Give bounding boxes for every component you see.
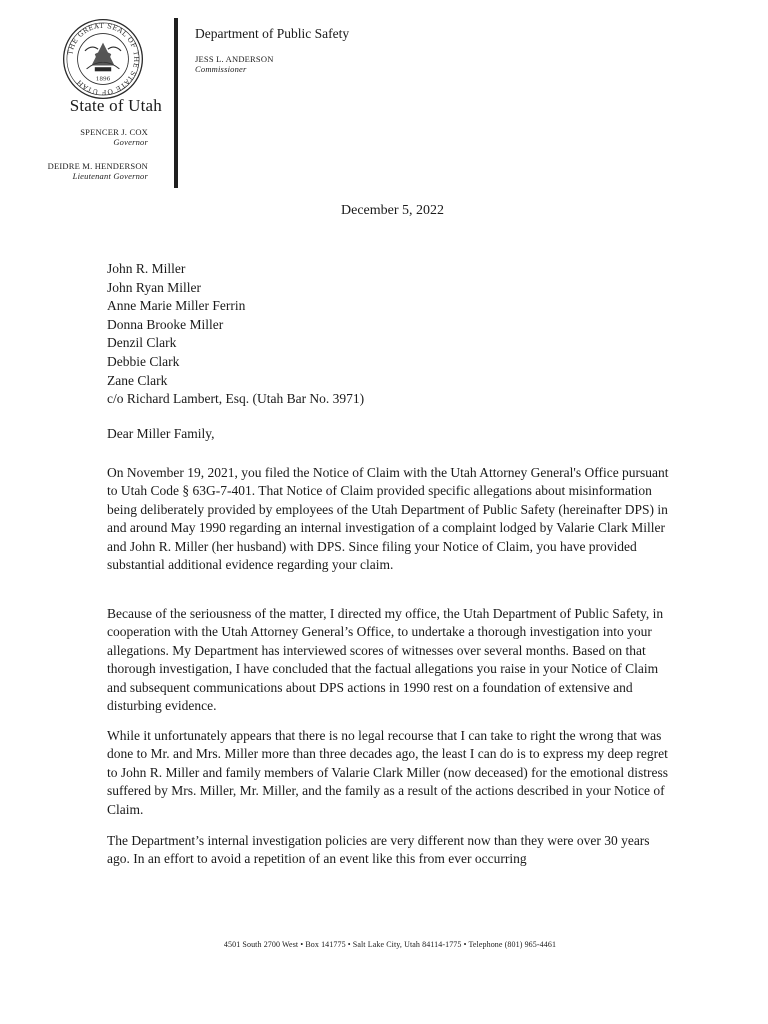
body-paragraph: On November 19, 2021, you filed the Notice of Claim with the Utah Attorney General's Office pursuant to Utah Code § 63G-7-401. That Notice of Claim provided specific allegations about misinformation being deliberately provided by employees of the Utah Department of Public Safety (hereinafter DPS) in and around May 1990 regarding an internal investigation of a complaint lodged by Valarie Clark Miller and John R. Miller (her husband) with DPS. Since filing your Notice of Claim, you have provided substantial additional evidence regarding your claim. bbox=[107, 465, 669, 573]
letter-date: December 5, 2022 bbox=[341, 203, 445, 218]
addressee: John R. Miller bbox=[107, 261, 186, 276]
addressee: Donna Brooke Miller bbox=[107, 316, 224, 332]
body-paragraph: The Department’s internal investigation policies are very different now than they were over 30 years ago. In an effort to avoid a repetition of an event like this from ever occurring bbox=[107, 833, 650, 867]
addressee-list bbox=[107, 260, 364, 409]
seal-ring-text: THE GREAT SEAL OF THE STATE OF UTAH bbox=[66, 21, 141, 97]
commissioner-name: JESS L. ANDERSON bbox=[195, 54, 274, 64]
lt-governor-title: Lieutenant Governor bbox=[72, 171, 148, 181]
addressee: Debbie Clark bbox=[107, 353, 180, 369]
department-title: Department of Public Safety bbox=[195, 26, 350, 41]
commissioner-title: Commissioner bbox=[195, 64, 247, 74]
state-seal-icon bbox=[62, 18, 144, 100]
footer-address: 4501 South 2700 West • Box 141775 • Salt Lake City, Utah 84114-1775 • Telephone (801) 965-4461 bbox=[223, 940, 557, 949]
addressee: c/o Richard Lambert, Esq. (Utah Bar No. 3971) bbox=[107, 391, 365, 407]
lt-governor-name: DEIDRE M. HENDERSON bbox=[47, 161, 148, 171]
body-paragraph: While it unfortunately appears that there is no legal recourse that I can take to right the wrong that was done to Mr. and Mrs. Miller more than three decades ago, the least I can do is to express my deep regret to John R. Miller and family members of Valarie Clark Miller (now deceased) for the emotional distress suffered by Mrs. Miller, Mr. Miller, and the family as a result of the actions described in your Notice of Claim. bbox=[107, 728, 668, 817]
lt-governor-block bbox=[48, 161, 148, 181]
addressee: John Ryan Miller bbox=[107, 279, 201, 295]
salutation: Dear Miller Family, bbox=[107, 426, 215, 441]
governor-name: SPENCER J. COX bbox=[80, 127, 148, 137]
body-paragraph: Because of the seriousness of the matter, I directed my office, the Utah Department of Public Safety, in cooperation with the Utah Attorney General’s Office, to undertake a thorough investigation into your allegations. My Department has interviewed scores of witnesses over several months. Based on that thorough investigation, I have concluded that the factual allegations you raise in your Notice of Claim and subsequent communications about DPS actions in 1990 rest on a foundation of extensive and disturbing evidence. bbox=[107, 606, 664, 714]
state-name: State of Utah bbox=[69, 96, 162, 115]
letterhead-divider bbox=[174, 18, 178, 188]
addressee: Denzil Clark bbox=[107, 335, 177, 351]
seal-year: 1896 bbox=[95, 76, 111, 83]
commissioner-block bbox=[195, 54, 274, 74]
governor-title: Governor bbox=[113, 137, 148, 147]
addressee: Anne Marie Miller Ferrin bbox=[107, 298, 246, 314]
governor-block bbox=[80, 127, 148, 147]
addressee: Zane Clark bbox=[107, 372, 168, 388]
